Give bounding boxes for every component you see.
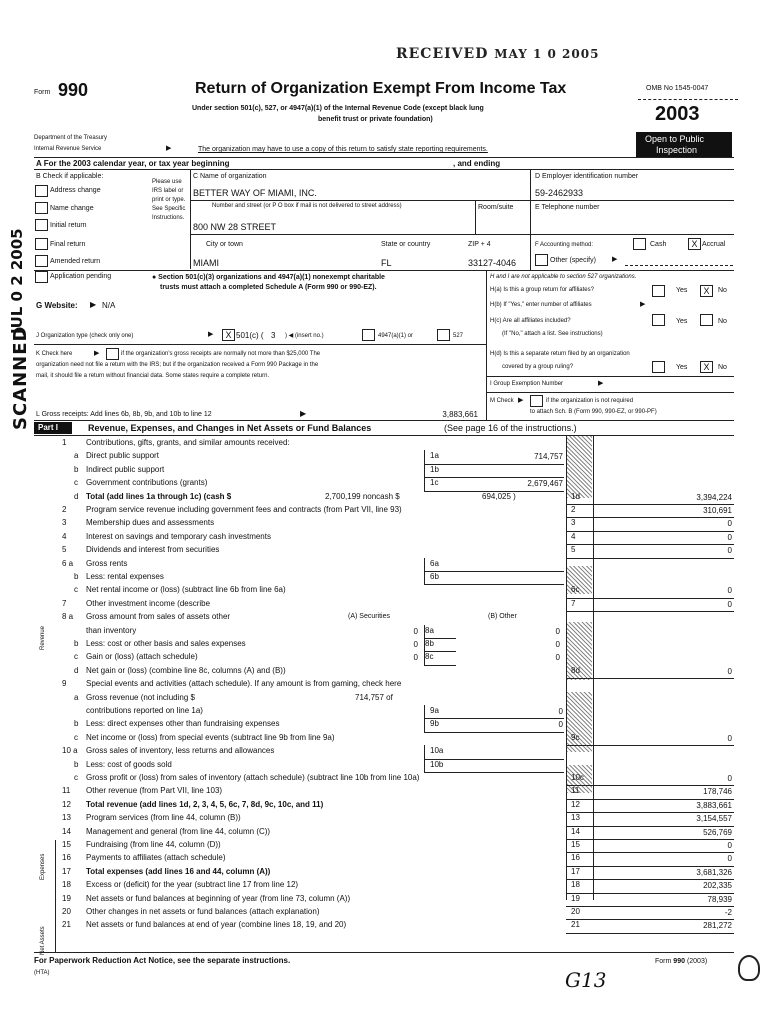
col-b-value: 0	[555, 626, 560, 636]
line-box-ref: 1b	[430, 464, 439, 474]
col-b-value: 0	[555, 653, 560, 663]
website-value: N/A	[102, 301, 116, 310]
tax-year: 2003	[655, 103, 700, 125]
col-a-header: (A) Securities	[348, 613, 391, 621]
hd-no-checkbox[interactable]: X	[700, 361, 713, 373]
line-box-ref: 10b	[430, 759, 444, 769]
line-value: 3,154,557	[696, 814, 732, 824]
501c-number: 3	[271, 331, 276, 340]
h-note: H and I are not applicable to section 527 organizations.	[490, 274, 637, 280]
amended-return-checkbox[interactable]	[35, 255, 48, 267]
line-box-border	[424, 718, 425, 731]
line-value: -2	[724, 908, 732, 917]
state-reporting-notice: The organization may have to use a copy of this return to satisfy state reporting requirements.	[198, 146, 488, 153]
line-extra: 2,700,199 noncash $	[325, 491, 400, 501]
line-value-rule	[566, 785, 734, 786]
accrual-checkbox[interactable]: X	[688, 238, 701, 250]
line-box-rule	[424, 759, 564, 760]
line-box-ref: 9b	[430, 719, 439, 729]
line-number: 12	[62, 799, 71, 809]
line-number: a	[74, 692, 79, 702]
line-value-rule	[566, 504, 734, 505]
address-change-checkbox[interactable]	[35, 185, 48, 197]
line-col-ref: 6c	[571, 585, 580, 595]
line-value-rule	[566, 893, 734, 894]
line-box-rule	[424, 571, 564, 572]
line-col-ref: 14	[571, 826, 580, 836]
handwritten-note: G13	[565, 968, 607, 992]
line-number: c	[74, 585, 78, 595]
line-label: Contributions, gifts, grants, and similar amounts received:	[86, 438, 290, 447]
initial-return-checkbox[interactable]	[35, 219, 48, 231]
arrow-icon: ▶	[208, 331, 214, 338]
hd-label-2: covered by a group ruling?	[502, 364, 574, 370]
line-box-ref: 10a	[430, 746, 444, 756]
line-number: b	[74, 639, 79, 648]
line-value-rule	[566, 919, 734, 920]
line-col-ref: 11	[571, 786, 580, 796]
insert-no-label: ) ◀ (insert no.)	[285, 333, 324, 339]
line-number: c	[74, 478, 78, 488]
line-value-rule	[566, 745, 734, 746]
line-box-rule	[424, 477, 564, 478]
line-col-ref: 16	[571, 853, 580, 863]
net-assets-side-label: Net Assets	[40, 926, 46, 955]
k-check-label: K Check here	[36, 351, 73, 357]
line-number: 4	[62, 531, 67, 541]
name-change-label: Name change	[50, 205, 94, 212]
ha-label: H(a) Is this a group return for affiliates?	[490, 287, 594, 293]
line-label: Gross amount from sales of assets other	[86, 612, 231, 622]
line-box-rule	[424, 464, 564, 465]
final-return-checkbox[interactable]	[35, 238, 48, 250]
arrow-icon: ▶	[94, 350, 100, 357]
line-value-rule	[566, 531, 734, 532]
line-extra-2: 694,025 )	[482, 491, 516, 501]
line-box-rule	[424, 772, 564, 773]
other-method-label: Other (specify)	[550, 257, 596, 264]
line-value-rule	[566, 812, 734, 813]
line-number: 9	[62, 679, 67, 689]
line-value-rule	[566, 933, 734, 934]
line-mid-value: 0	[558, 707, 563, 716]
revenue-side-label: Revenue	[40, 625, 46, 650]
line-col-ref: 19	[571, 893, 580, 903]
org-name-label: C Name of organization	[193, 173, 267, 180]
application-pending-label: Application pending	[50, 273, 112, 280]
section-501-note-1: ● Section 501(c)(3) organizations and 4947(a)(1) nonexempt charitable	[152, 274, 385, 281]
501c-label: 501(c) (	[236, 331, 264, 340]
line-label: Gross rents	[86, 558, 128, 568]
accrual-label: Accrual	[702, 241, 726, 248]
line-number: 20	[62, 907, 71, 916]
line-extra: 714,757 of	[355, 692, 393, 702]
line-box-border	[424, 571, 425, 584]
arrow-icon: ▶	[90, 300, 97, 309]
4947-label: 4947(a)(1) or	[378, 333, 414, 339]
line-number: 3	[62, 518, 67, 528]
line-number: 5	[62, 545, 67, 555]
line-number: 8 a	[62, 612, 74, 622]
line-number: 16	[62, 853, 71, 863]
street-address: 800 NW 28 STREET	[193, 222, 277, 232]
4947-checkbox[interactable]	[362, 329, 375, 341]
line-label: Indirect public support	[86, 464, 165, 474]
line-box-border	[424, 477, 425, 490]
arrow-icon: ▶	[640, 301, 646, 308]
line-value-rule	[566, 558, 734, 559]
line-value: 3,883,661	[696, 800, 732, 810]
handwritten-mark	[738, 955, 760, 981]
line-label: Management and general (from line 44, column (C))	[86, 826, 271, 836]
hd-no-label: No	[718, 364, 727, 371]
irs-label: Internal Revenue Service	[34, 146, 102, 152]
line-label: Total expenses (add lines 16 and 44, column (A))	[86, 866, 271, 876]
line-number: 19	[62, 893, 71, 903]
line-label: Net gain or (loss) (combine line 8c, columns (A) and (B))	[86, 665, 286, 675]
line-value: 3,681,326	[696, 867, 732, 877]
line-col-ref: 15	[571, 840, 580, 849]
arrow-icon: ▶	[518, 397, 524, 404]
form-subtitle-2: benefit trust or private foundation)	[318, 116, 433, 123]
line-number: 17	[62, 866, 71, 876]
line-col-ref: 18	[571, 880, 580, 890]
line-box-ref: 1c	[430, 478, 439, 488]
line-col-ref: 5	[571, 545, 576, 555]
line-box-rule	[424, 584, 564, 585]
line-value-rule	[566, 544, 734, 545]
form-label: Form	[34, 89, 51, 96]
line-label: Gross profit or (loss) from sales of inventory (attach schedule) (subtract line 10b from line 10a)	[86, 773, 420, 782]
line-box-rule	[424, 665, 456, 666]
line-number: c	[74, 773, 78, 782]
group-exemption-label: I Group Exemption Number	[490, 381, 564, 387]
line-label: Net income or (loss) from special events (subtract line 9b from line 9a)	[86, 732, 335, 742]
col-a-value: 0	[413, 626, 418, 636]
k-text-1: if the organization's gross receipts are normally not more than $25,000 The	[121, 351, 321, 357]
line-label: Direct public support	[86, 451, 159, 461]
street-label: Number and street (or P O box if mail is not delivered to street address)	[212, 203, 402, 209]
omb-number: OMB No 1545-0047	[646, 85, 709, 92]
col-a-value: 0	[413, 640, 418, 649]
line-value: 0	[727, 546, 732, 556]
open-to-public-badge: Open to Public Inspection	[636, 132, 732, 158]
k-text-2: organization need not file a return with the IRS; but if the organization received a Form 990 Package in the	[36, 362, 319, 368]
line-box-ref: 6a	[430, 558, 439, 568]
line-value-rule	[566, 611, 734, 612]
initial-return-label: Initial return	[50, 222, 87, 229]
part-tag: Part I	[34, 422, 72, 434]
line-value-rule	[566, 799, 734, 800]
line-number: 21	[62, 920, 71, 930]
line-box-border	[424, 638, 425, 651]
line-box-ref: 8a	[425, 625, 434, 635]
line-value: 0	[727, 599, 732, 609]
form-number: 990	[58, 80, 89, 100]
line-number: c	[74, 732, 78, 742]
line-box-ref: 8b	[425, 639, 434, 648]
section-501-note-2: trusts must attach a completed Schedule A (Form 990 or 990-EZ).	[160, 284, 377, 291]
state: FL	[381, 258, 392, 268]
line-label: Total (add lines 1a through 1c) (cash $	[86, 491, 232, 501]
line-number: 15	[62, 840, 71, 849]
line-number: b	[74, 719, 79, 729]
line-col-ref: 1d	[571, 491, 580, 501]
line-col-ref: 9c	[571, 732, 580, 742]
hd-yes-checkbox[interactable]	[652, 361, 665, 373]
part-see: (See page 16 of the instructions.)	[444, 423, 577, 433]
form-title: Return of Organization Exempt From Income Tax	[195, 80, 567, 97]
line-value: 178,746	[703, 787, 732, 797]
please-use-label: Please use IRS label or print or type. See Specific Instructions.	[152, 179, 186, 221]
cash-label: Cash	[650, 241, 667, 248]
line-col-ref: 21	[571, 920, 580, 930]
line-col-ref: 13	[571, 813, 580, 823]
line-label: Gain or (loss) (attach schedule)	[86, 652, 198, 662]
line-col-ref: 7	[571, 598, 576, 608]
line-value: 0	[727, 532, 732, 542]
line-label: Other changes in net assets or fund balances (attach explanation)	[86, 907, 320, 916]
arrow-icon: ▶	[166, 145, 172, 152]
room-suite-label: Room/suite	[478, 204, 514, 211]
paperwork-notice: For Paperwork Reduction Act Notice, see the separate instructions.	[34, 956, 291, 965]
line-label: Government contributions (grants)	[86, 478, 208, 488]
hc-yes-label: Yes	[676, 318, 688, 325]
col-a-value: 0	[413, 653, 418, 663]
line-value-rule	[566, 678, 734, 679]
final-return-label: Final return	[50, 241, 86, 248]
ein: 59-2462933	[535, 188, 584, 198]
line-value-rule	[566, 839, 734, 840]
arrow-icon: ▶	[612, 256, 618, 263]
line-label: contributions reported on line 1a)	[86, 706, 203, 715]
line-value: 3,394,224	[696, 492, 732, 502]
other-method-checkbox[interactable]	[535, 254, 548, 266]
ein-label: D Employer identification number	[535, 173, 639, 180]
amended-return-label: Amended return	[50, 258, 101, 265]
527-label: 527	[453, 333, 464, 339]
k-checkbox[interactable]	[106, 348, 119, 360]
section-b-label: B Check if applicable:	[36, 173, 104, 180]
line-label: Interest on savings and temporary cash investments	[86, 531, 271, 541]
line-label: Other investment income (describe	[86, 598, 211, 608]
line-label: Fundraising (from line 44, column (D))	[86, 840, 221, 849]
m-note-2: to attach Sch. B (Form 990, 990-EZ, or 990-PF)	[530, 409, 657, 415]
line-col-ref: 10c	[571, 773, 584, 782]
hd-label: H(d) Is this a separate return filed by an organization	[490, 351, 630, 357]
received-stamp: RECEIVED MAY 1 0 2005	[396, 46, 600, 62]
line-value: 281,272	[703, 921, 732, 931]
col-b-value: 0	[555, 640, 560, 649]
line-a-ending: , and ending	[453, 159, 501, 168]
m-note-1: if the organization is not required	[546, 398, 634, 404]
ha-yes-checkbox[interactable]	[652, 285, 665, 297]
col-b-header: (B) Other	[488, 613, 517, 621]
line-label: than inventory	[86, 625, 137, 635]
accounting-method-label: F Accounting method:	[535, 242, 594, 248]
line-mid-value: 2,679,467	[527, 479, 563, 489]
line-col-ref: 17	[571, 866, 580, 876]
line-label: Less: rental expenses	[86, 572, 164, 581]
line-value: 0	[727, 733, 732, 743]
application-pending-checkbox[interactable]	[35, 271, 48, 283]
hta-label: (HTA)	[34, 970, 50, 976]
hc-label: H(c) Are all affiliates included?	[490, 318, 571, 324]
line-value: 202,335	[703, 881, 732, 891]
name-change-checkbox[interactable]	[35, 202, 48, 214]
line-box-rule	[424, 732, 564, 733]
schedule-b-checkbox[interactable]	[530, 395, 543, 407]
line-number: b	[74, 464, 79, 474]
hb-label: H(b) If "Yes," enter number of affiliates	[490, 302, 592, 308]
cash-checkbox[interactable]	[633, 238, 646, 250]
gross-receipts-value: 3,883,661	[442, 410, 478, 419]
city-label: City or town	[206, 241, 243, 248]
dept-treasury: Department of the Treasury	[34, 135, 108, 141]
line-value-rule	[566, 866, 734, 867]
k-text-3: mail, it should file a return without financial data. Some states require a complete return.	[36, 373, 270, 379]
line-number: 6 a	[62, 558, 74, 568]
line-col-ref: 12	[571, 799, 580, 809]
line-value-rule	[566, 852, 734, 853]
line-value-rule	[566, 879, 734, 880]
line-box-ref: 1a	[430, 451, 439, 461]
line-value: 0	[727, 774, 732, 783]
arrow-icon: ▶	[300, 409, 307, 418]
line-box-border	[424, 651, 425, 664]
footer-form-label: Form 990 (2003)	[655, 958, 708, 965]
line-number: 11	[62, 786, 71, 796]
part-title: Revenue, Expenses, and Changes in Net Assets or Fund Balances	[88, 423, 372, 433]
hc-yes-checkbox[interactable]	[652, 314, 665, 326]
line-label: Gross revenue (not including $	[86, 692, 195, 702]
line-box-border	[424, 558, 425, 571]
line-box-border	[424, 464, 425, 477]
line-number: b	[74, 759, 79, 769]
hc-note: (If "No," attach a list. See instructions)	[502, 331, 603, 337]
address-change-label: Address change	[50, 187, 101, 194]
org-type-label: J Organization type (check only one)	[36, 333, 134, 339]
line-label: Special events and activities (attach schedule). If any amount is from gaming, check here	[86, 679, 402, 689]
line-value-rule	[566, 517, 734, 518]
form-subtitle-1: Under section 501(c), 527, or 4947(a)(1) of the Internal Revenue Code (except black lung	[192, 105, 484, 112]
line-label: Other revenue (from Part VII, line 103)	[86, 786, 223, 796]
hd-yes-label: Yes	[676, 364, 688, 371]
line-number: d	[74, 665, 79, 675]
line-box-border	[424, 705, 425, 718]
scanned-stamp: SCANNED	[10, 325, 31, 430]
line-number: c	[74, 652, 78, 662]
line-number: 1	[62, 438, 67, 447]
line-col-ref: 2	[571, 505, 576, 514]
line-label: Membership dues and assessments	[86, 518, 215, 528]
line-value: 0	[727, 841, 732, 850]
line-number: b	[74, 572, 79, 581]
line-value: 0	[727, 519, 732, 529]
line-value-rule	[566, 906, 734, 907]
line-label: Less: cost of goods sold	[86, 759, 172, 769]
line-box-border	[424, 745, 425, 758]
line-col-ref: 8d	[571, 665, 580, 675]
line-label: Dividends and interest from securities	[86, 545, 220, 555]
line-value: 0	[727, 854, 732, 864]
line-value: 310,691	[703, 506, 732, 515]
org-name: BETTER WAY OF MIAMI, INC.	[193, 188, 317, 198]
line-value-rule	[566, 598, 734, 599]
line-label: Excess or (deficit) for the year (subtract line 17 from line 12)	[86, 880, 299, 890]
line-number: 7	[62, 598, 67, 608]
city: MIAMI	[193, 258, 219, 268]
line-number: d	[74, 491, 79, 501]
line-label: Less: cost or other basis and sales expenses	[86, 639, 246, 648]
line-value-rule	[566, 826, 734, 827]
line-value: 0	[727, 666, 732, 676]
527-checkbox[interactable]	[437, 329, 450, 341]
line-number: 13	[62, 813, 71, 823]
line-box-border	[424, 759, 425, 772]
line-a-label: A For the 2003 calendar year, or tax year beginning	[36, 159, 230, 168]
website-label: G Website:	[36, 301, 78, 310]
line-box-ref: 6b	[430, 572, 439, 581]
ha-no-checkbox[interactable]: X	[700, 285, 713, 297]
line-value: 0	[727, 586, 732, 596]
line-label: Gross sales of inventory, less returns and allowances	[86, 746, 275, 756]
line-number: 2	[62, 505, 67, 514]
line-number: 14	[62, 826, 71, 836]
zip-label: ZIP + 4	[468, 241, 491, 248]
line-mid-value: 0	[558, 720, 563, 730]
ha-no-label: No	[718, 287, 727, 294]
line-number: a	[74, 451, 79, 461]
501c-checkbox[interactable]: X	[222, 329, 235, 341]
line-box-rule	[424, 718, 564, 719]
line-col-ref: 20	[571, 907, 580, 916]
line-box-ref: 9a	[430, 706, 439, 715]
expenses-side-label: Expenses	[40, 853, 46, 880]
line-label: Less: direct expenses other than fundraising expenses	[86, 719, 280, 729]
line-box-border	[424, 625, 425, 638]
hc-no-checkbox[interactable]	[700, 314, 713, 326]
line-value: 78,939	[707, 894, 732, 904]
line-label: Payments to affiliates (attach schedule)	[86, 853, 226, 863]
scanned-date-stamp: JUL 0 2 2005	[8, 228, 26, 334]
m-check-label: M Check	[490, 398, 514, 404]
line-value: 526,769	[703, 827, 732, 837]
ha-yes-label: Yes	[676, 287, 688, 294]
line-box-ref: 8c	[425, 652, 434, 662]
telephone-label: E Telephone number	[535, 204, 600, 211]
line-label: Program services (from line 44, column (B))	[86, 813, 241, 823]
state-label: State or country	[381, 241, 431, 248]
zip-code: 33127-4046	[468, 258, 517, 268]
line-mid-value: 714,757	[534, 452, 563, 462]
line-box-border	[424, 450, 425, 463]
gross-receipts-label: L Gross receipts: Add lines 6b, 8b, 9b, and 10b to line 12	[36, 411, 212, 418]
line-label: Net rental income or (loss) (subtract line 6b from line 6a)	[86, 585, 286, 595]
line-number: 10 a	[62, 746, 78, 756]
line-col-ref: 4	[571, 531, 576, 541]
hc-no-label: No	[718, 318, 727, 325]
line-label: Net assets or fund balances at end of year (combine lines 18, 19, and 20)	[86, 920, 347, 930]
line-label: Net assets or fund balances at beginning of year (from line 73, column (A))	[86, 893, 351, 903]
arrow-icon: ▶	[598, 380, 604, 387]
line-label: Program service revenue including government fees and contracts (from Part VII, line 93)	[86, 505, 402, 514]
line-col-ref: 3	[571, 518, 576, 528]
line-label: Total revenue (add lines 1d, 2, 3, 4, 5, 6c, 7, 8d, 9c, 10c, and 11)	[86, 799, 324, 809]
line-number: 18	[62, 880, 71, 890]
